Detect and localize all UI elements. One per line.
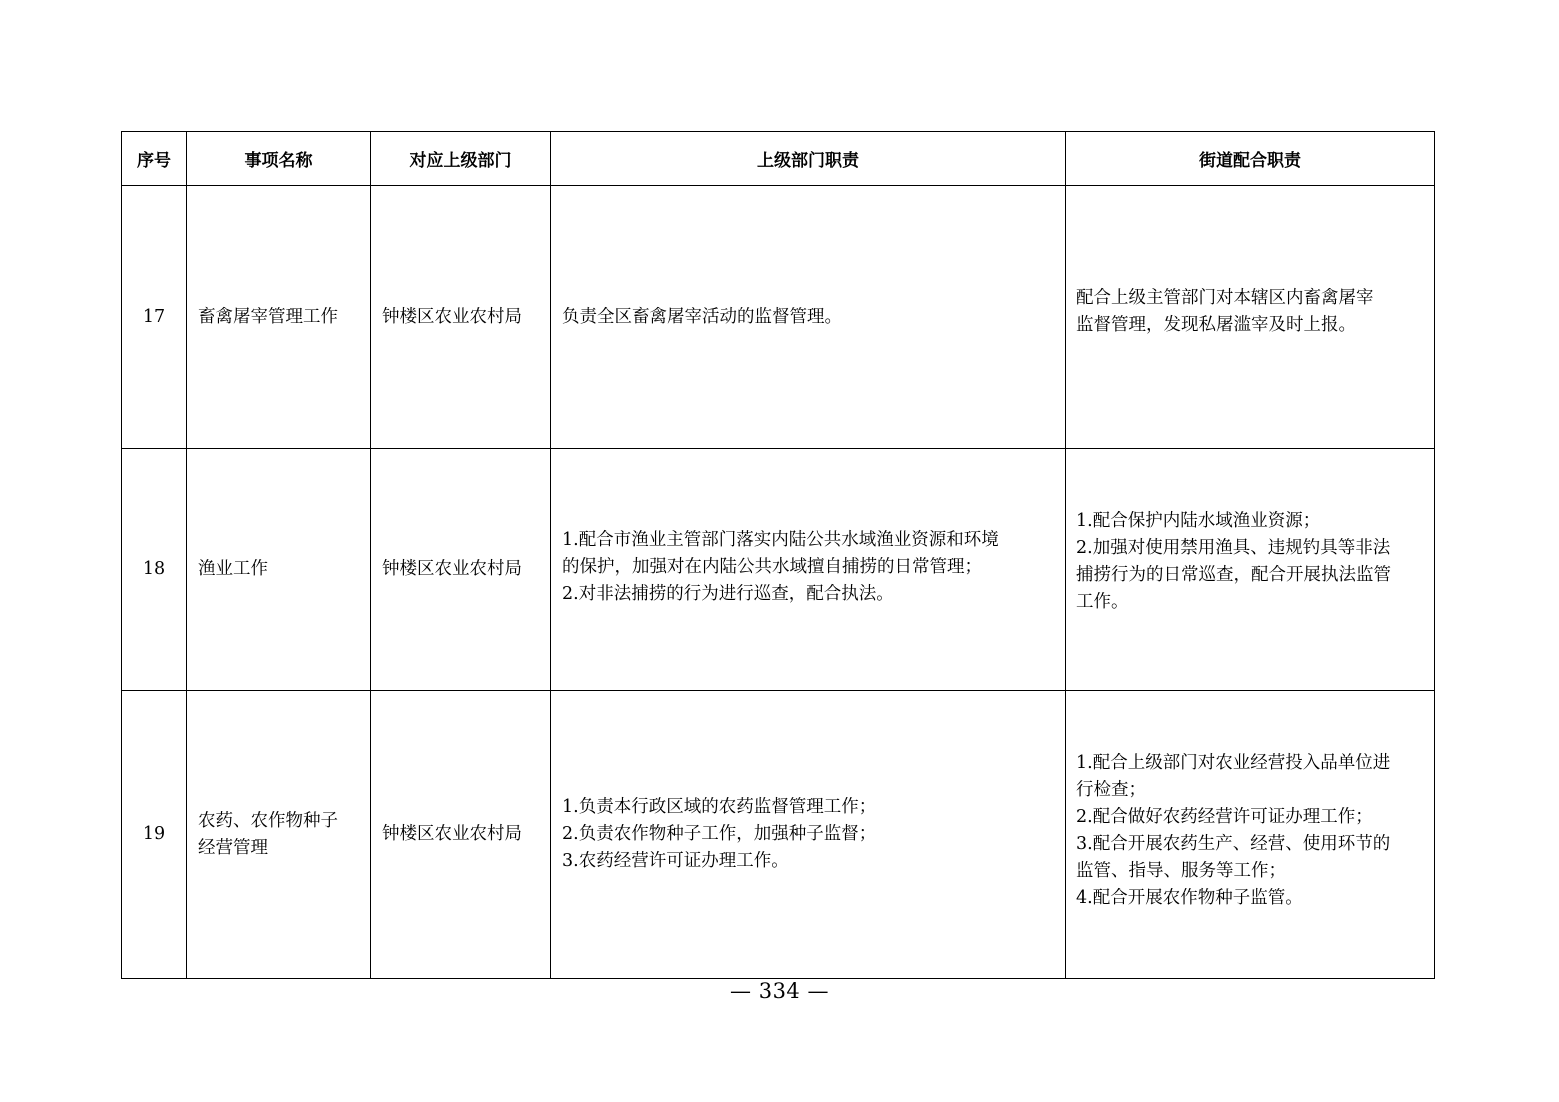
department-cell: 钟楼区农业农村局 <box>371 449 551 691</box>
duty-line: 的保护，加强对在内陆公共水域擅自捕捞的日常管理； <box>562 556 982 577</box>
page-number: — 334 — <box>730 979 829 1003</box>
header-department: 对应上级部门 <box>371 132 551 186</box>
department-cell: 钟楼区农业农村局 <box>371 691 551 979</box>
street-duty-line: 2.配合做好农药经营许可证办理工作； <box>1076 806 1373 827</box>
header-item-name: 事项名称 <box>187 132 371 186</box>
header-department-duty: 上级部门职责 <box>551 132 1066 186</box>
street-duty-line: 监管、指导、服务等工作； <box>1076 860 1286 881</box>
header-no: 序号 <box>122 132 187 186</box>
street-duty-line: 监督管理，发现私屠滥宰及时上报。 <box>1076 315 1356 335</box>
item-name-cell <box>187 186 371 449</box>
street-duty-line: 4.配合开展农作物种子监管。 <box>1076 887 1303 908</box>
duty-line: 1.配合市渔业主管部门落实内陆公共水域渔业资源和环境 <box>562 529 999 550</box>
header-street-duty: 街道配合职责 <box>1066 132 1435 186</box>
duty-line: 2.对非法捕捞的行为进行巡查，配合执法。 <box>562 583 894 604</box>
table-row <box>122 449 1435 691</box>
table-header-row <box>122 132 1435 186</box>
street-duty-cell <box>1066 691 1435 979</box>
row-number: 18 <box>122 449 187 691</box>
item-name-line: 农药、农作物种子 <box>198 810 338 831</box>
item-name-line: 渔业工作 <box>198 559 268 579</box>
duty-line: 1.负责本行政区域的农药监督管理工作； <box>562 797 877 817</box>
table-row <box>122 691 1435 979</box>
item-name-cell <box>187 691 371 979</box>
street-duty-line: 2.加强对使用禁用渔具、违规钓具等非法 <box>1076 538 1391 558</box>
item-name-line: 畜禽屠宰管理工作 <box>198 306 338 327</box>
street-duty-line: 1.配合上级部门对农业经营投入品单位进 <box>1076 752 1391 773</box>
duty-line: 负责全区畜禽屠宰活动的监督管理。 <box>562 306 842 327</box>
row-number: 17 <box>122 186 187 449</box>
street-duty-line: 1.配合保护内陆水域渔业资源； <box>1076 511 1321 531</box>
department-cell: 钟楼区农业农村局 <box>371 186 551 449</box>
table-row <box>122 186 1435 449</box>
street-duty-line: 捕捞行为的日常巡查，配合开展执法监管 <box>1076 565 1391 585</box>
department-duty-cell <box>551 691 1066 979</box>
row-number: 19 <box>122 691 187 979</box>
department-duty-cell <box>551 186 1066 449</box>
duty-line: 2.负责农作物种子工作，加强种子监督； <box>562 824 877 844</box>
item-name-cell <box>187 449 371 691</box>
street-duty-line: 工作。 <box>1076 592 1129 612</box>
street-duty-line: 行检查； <box>1076 779 1146 800</box>
duty-table <box>121 131 1435 979</box>
street-duty-cell <box>1066 186 1435 449</box>
duty-line: 3.农药经营许可证办理工作。 <box>562 851 789 871</box>
department-duty-cell <box>551 449 1066 691</box>
item-name-line: 经营管理 <box>198 837 268 858</box>
street-duty-line: 配合上级主管部门对本辖区内畜禽屠宰 <box>1076 288 1374 308</box>
street-duty-cell <box>1066 449 1435 691</box>
street-duty-line: 3.配合开展农药生产、经营、使用环节的 <box>1076 833 1391 854</box>
